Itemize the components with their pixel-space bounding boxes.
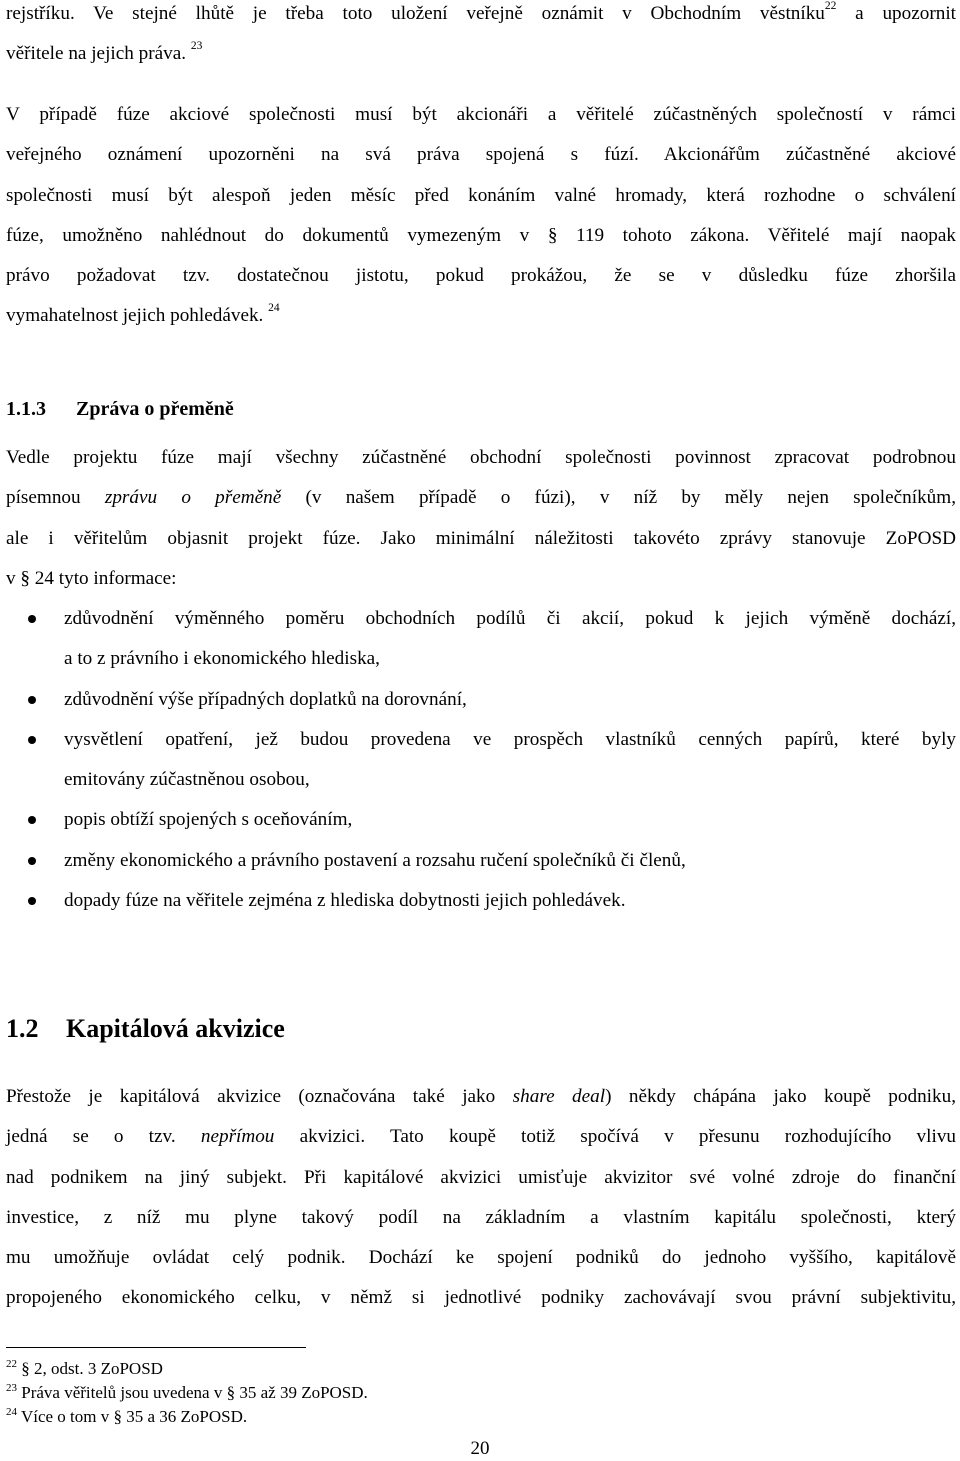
list-item: zdůvodnění výše případných doplatků na dorovnání, [6, 680, 956, 720]
text-line: propojeného ekonomického celku, v němž si jednotlivé podniky zachovávají svou právní subjektivitu, [6, 1287, 956, 1309]
page-number: 20 [470, 1438, 490, 1459]
section-heading-1-1-3 [6, 395, 234, 423]
emphasis-text: nepřímou [200, 1126, 275, 1148]
footnote-item: $^{24}$ Více o tom v § 35 a 36 ZoPOSD. [6, 1406, 248, 1426]
section-heading-1-2 [6, 1012, 285, 1046]
text-line: právo požadovat tzv. dostatečnou jistotu, pokud prokážou, že se v důsledku fúze zhoršila [6, 265, 956, 287]
list-item: popis obtíží spojených s oceňováním, [6, 800, 956, 840]
bullet-icon [28, 857, 36, 865]
text-line: vymahatelnost jejich pohledávek. $^{24}$ [6, 302, 280, 327]
emphasis-text: zprávu o přeměně [104, 487, 282, 509]
section-number: 1.1.3 [6, 398, 46, 420]
emphasis-text: share deal [512, 1086, 606, 1107]
footnote-number: 22 [6, 1358, 17, 1370]
footnote-ref[interactable]: 24 [268, 302, 280, 315]
footnote-ref[interactable]: 22 [824, 0, 837, 12]
section-title: Zpráva o přeměně [76, 398, 234, 420]
text-line: fúze, umožněno nahlédnout do dokumentů vymezeným v § 119 tohoto zákona. Věřitelé mají naopak [6, 224, 956, 246]
text-line: nad podnikem na jiný subjekt. Při kapitálové akvizici umisťuje akvizitor své volné zdroje do finanční [6, 1166, 956, 1188]
footnote-number: 24 [6, 1406, 17, 1418]
text-line: Přestože je kapitálová akvizice (označována také jako share deal) někdy chápána jako koupě podniku, [6, 1086, 956, 1107]
text-line: písemnou zprávu o přeměně (v našem případě o fúzi), v níž by měly nejen společníkům, [6, 487, 956, 509]
paragraph-share-deal [6, 1077, 956, 1319]
footnote-ref[interactable]: 23 [190, 40, 203, 53]
footnotes [6, 1357, 906, 1429]
list-item: změny ekonomického a právního postavení a rozsahu ručení společníků či členů, [6, 841, 956, 881]
list-item: zdůvodnění výměnného poměru obchodních podílů či akcií, pokud k jejich výměně dochází, a to z právního i ekonomického hlediska, [6, 599, 956, 680]
bullet-icon [28, 897, 36, 905]
footnote-separator [6, 1347, 306, 1348]
text-line: společnosti musí být alespoň jeden měsíc před konáním valné hromady, která rozhodne o schválení [6, 184, 956, 206]
text-line: jedná se o tzv. nepřímou akvizici. Tato koupě totiž spočívá v přesunu rozhodujícího vlivu [6, 1126, 957, 1148]
text-line: rejstříku. Ve stejné lhůtě je třeba toto uložení veřejně oznámit v Obchodním věstníku$^{22}$ a upozornit [6, 0, 956, 24]
paragraph-merger-report [6, 438, 956, 599]
bullet-icon [28, 696, 36, 704]
section-title: Kapitálová akvizice [66, 1014, 285, 1043]
paragraph-fusion-rights [6, 95, 956, 337]
text-line: V případě fúze akciové společnosti musí být akcionáři a věřitelé zúčastněných společností v rámci [6, 104, 956, 125]
text-line: věřitele na jejich práva. $^{23}$ [6, 40, 203, 65]
list-item: vysvětlení opatření, jež budou provedena ve prospěch vlastníků cenných papírů, které byly emitovány zúčastněnou osobou, [6, 720, 956, 801]
footnote-item: $^{22}$ § 2, odst. 3 ZoPOSD [6, 1358, 163, 1378]
list-item: dopady fúze na věřitele zejména z hlediska dobytnosti jejich pohledávek. [6, 881, 956, 921]
footnote-item: $^{23}$ Práva věřitelů jsou uvedena v § 35 až 39 ZoPOSD. [6, 1382, 368, 1402]
text-line: Vedle projektu fúze mají všechny zúčastněné obchodní společnosti povinnost zpracovat podrobnou [6, 447, 956, 468]
bullet-icon [28, 736, 36, 744]
text-line: v § 24 tyto informace: [6, 567, 177, 589]
bullet-icon [28, 615, 36, 623]
text-line: investice, z níž mu plyne takový podíl na základním a vlastním kapitálu společnosti, který [6, 1206, 956, 1228]
footnote-number: 23 [6, 1382, 17, 1394]
paragraph-continuation [6, 0, 956, 75]
text-line: veřejného oznámení upozorněni na svá práva spojená s fúzí. Akcionářům zúčastněné akciové [6, 144, 956, 166]
section-number: 1.2 [6, 1014, 39, 1043]
requirements-list [6, 599, 956, 921]
text-line: mu umožňuje ovládat celý podnik. Dochází ke spojení podniků do jednoho vyššího, kapitálově [6, 1247, 956, 1269]
bullet-icon [28, 816, 36, 824]
text-line: ale i věřitelům objasnit projekt fúze. Jako minimální náležitosti takovéto zprávy stanovuje ZoPOSD [6, 527, 956, 549]
